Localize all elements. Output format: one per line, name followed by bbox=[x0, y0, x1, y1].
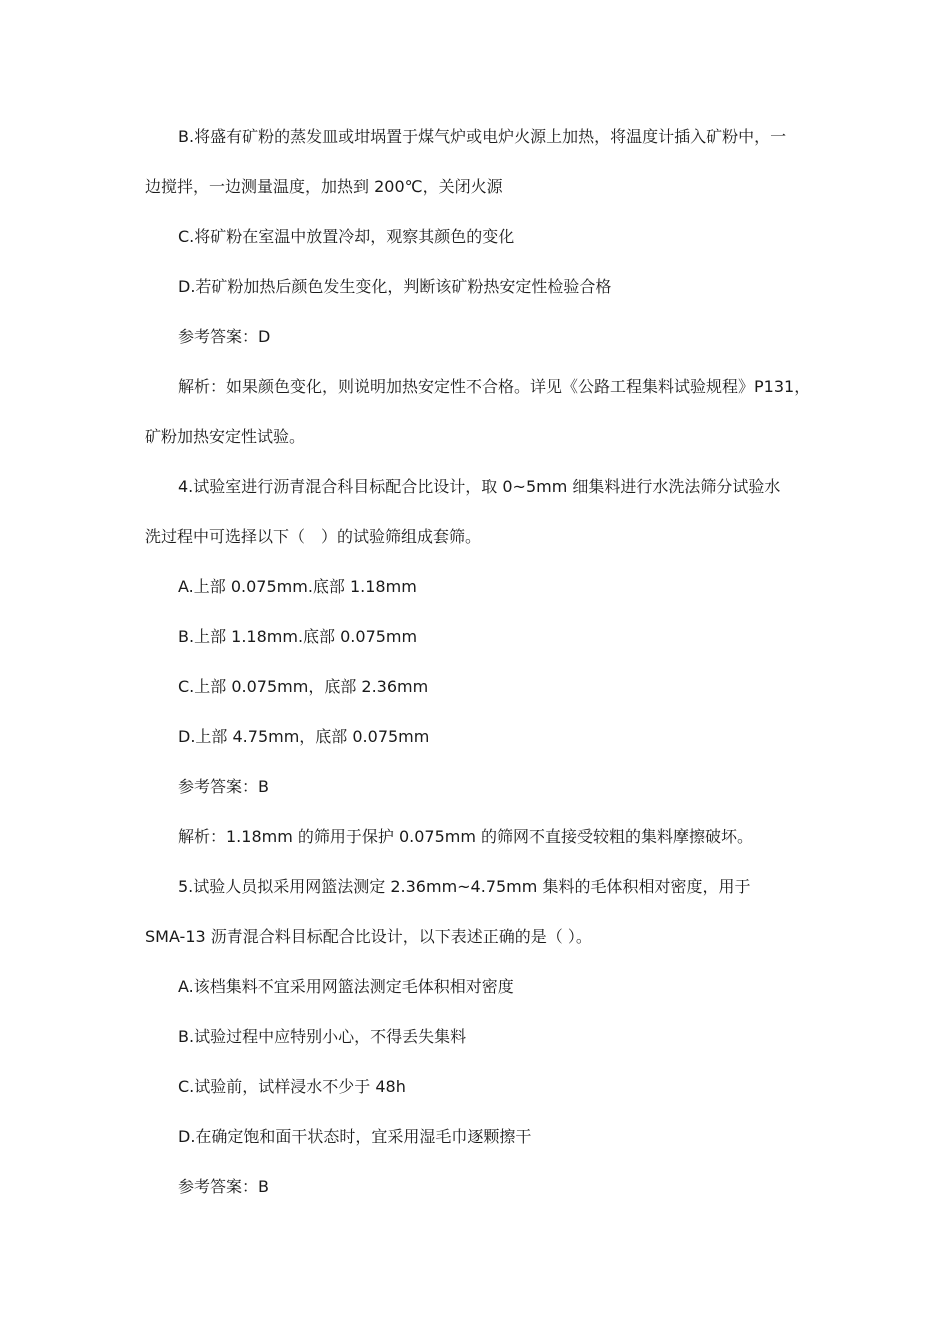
question-4-line-2: 洗过程中可选择以下（ ）的试验筛组成套筛。 bbox=[145, 527, 482, 546]
q4-option-c: C.上部 0.075mm，底部 2.36mm bbox=[178, 677, 429, 696]
q5-option-a: A.该档集料不宜采用网篮法测定毛体积相对密度 bbox=[178, 977, 514, 996]
question-5-line-2: SMA-13 沥青混合料目标配合比设计，以下表述正确的是（ ）。 bbox=[145, 927, 592, 946]
option-b-line-1: B.将盛有矿粉的蒸发皿或坩埚置于煤气炉或电炉火源上加热，将温度计插入矿粉中，一 bbox=[178, 127, 787, 146]
question-4-line-1: 4.试验室进行沥青混合科目标配合比设计，取 0~5mm 细集料进行水洗法筛分试验水 bbox=[178, 477, 781, 496]
analysis-3-line-2: 矿粉加热安定性试验。 bbox=[145, 427, 306, 446]
q5-option-d: D.在确定饱和面干状态时，宜采用湿毛巾逐颗擦干 bbox=[178, 1127, 532, 1146]
question-5-line-1: 5.试验人员拟采用网篮法测定 2.36mm~4.75mm 集料的毛体积相对密度，用于 bbox=[178, 877, 751, 896]
option-c: C.将矿粉在室温中放置冷却，观察其颜色的变化 bbox=[178, 227, 515, 246]
q5-option-c: C.试验前，试样浸水不少于 48h bbox=[178, 1077, 406, 1096]
analysis-4: 解析：1.18mm 的筛用于保护 0.075mm 的筛网不直接受较粗的集料摩擦破坏。 bbox=[178, 827, 754, 846]
answer-4: 参考答案：B bbox=[178, 777, 269, 796]
q4-option-d: D.上部 4.75mm，底部 0.075mm bbox=[178, 727, 430, 746]
q4-option-b: B.上部 1.18mm.底部 0.075mm bbox=[178, 627, 418, 646]
answer-3: 参考答案：D bbox=[178, 327, 271, 346]
answer-5: 参考答案：B bbox=[178, 1177, 269, 1196]
q5-option-b: B.试验过程中应特别小心，不得丢失集料 bbox=[178, 1027, 467, 1046]
option-b-line-2: 边搅拌，一边测量温度，加热到 200℃，关闭火源 bbox=[145, 177, 503, 196]
q4-option-a: A.上部 0.075mm.底部 1.18mm bbox=[178, 577, 417, 596]
option-d: D.若矿粉加热后颜色发生变化，判断该矿粉热安定性检验合格 bbox=[178, 277, 612, 296]
analysis-3-line-1: 解析：如果颜色变化，则说明加热安定性不合格。详见《公路工程集料试验规程》P131， bbox=[178, 377, 811, 396]
